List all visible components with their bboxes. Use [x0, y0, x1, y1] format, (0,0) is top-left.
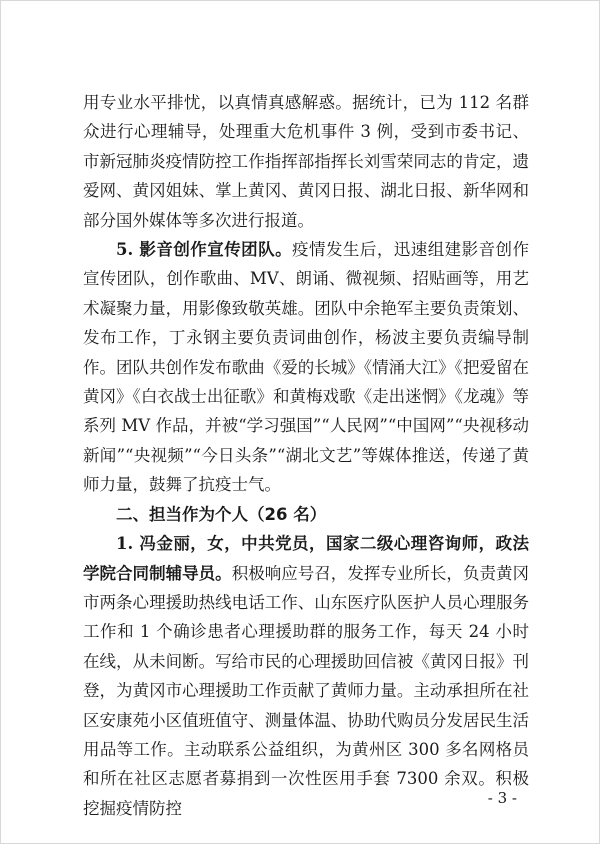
paragraph-text: 用专业水平排忧，以真情真感解惑。据统计，已为 112 名群众进行心理辅导，处理重大危机事件 3 例，受到市委书记、市新冠肺炎疫情防控工作指挥部指挥长刘雪荣同志的肯定，遗爱网、黄冈姐妹、掌上黄冈、黄冈日报、湖北日报、新华网和部分国外媒体等多次进行报道。 [83, 93, 529, 230]
paragraph-media-team [83, 235, 529, 500]
page-number: - 3 - [487, 789, 517, 807]
paragraph-lead: 1. 冯金丽，女，中共党员，国家二级心理咨询师，政法学院合同制辅导员。 [83, 534, 529, 583]
paragraph-text: 疫情发生后，迅速组建影音创作宣传团队，创作歌曲、MV、朗诵、微视频、招贴画等，用艺术凝聚力量，用影像致敬英雄。团队中余艳军主要负责策划、发布工作，丁永钢主要负责词曲创作，杨波主要负责编导制作。团队共创作发布歌曲《爱的长城》《情涌大江》《把爱留在黄冈》《白衣战士出征歌》和黄梅戏歌《走出迷惘》《龙魂》等系列 MV 作品，并被“学习强国”“人民网”“中国网”“央视移动新闻”“央视频”“今日头条”“湖北文艺”等媒体推送，传递了黄师力量，鼓舞了抗疫士气。 [83, 240, 529, 495]
section-heading: 二、担当作为个人（26 名） [116, 504, 327, 524]
paragraph-person [83, 529, 529, 823]
paragraph-continuation [83, 88, 529, 235]
paragraph-text: 积极响应号召，发挥专业所长，负责黄冈市两条心理援助热线电话工作、山东医疗队医护人员心理服务工作和 1 个确诊患者心理援助群的服务工作，每天 24 小时在线，从未间断。写给市民的心理援助回信被《黄冈日报》刊登，为黄冈市心理援助工作贡献了黄师力量。主动承担所在社区安康苑小区值班值守、测量体温、协助代购员分发居民生活用品等工作。主动联系公益组织，为黄州区 300 多名网格员和所在社区志愿者募捐到一次性医用手套 7300 余双。积极挖掘疫情防控 [83, 563, 530, 818]
document-body [83, 88, 529, 823]
paragraph-lead: 5. 影音创作宣传团队。 [116, 240, 293, 260]
